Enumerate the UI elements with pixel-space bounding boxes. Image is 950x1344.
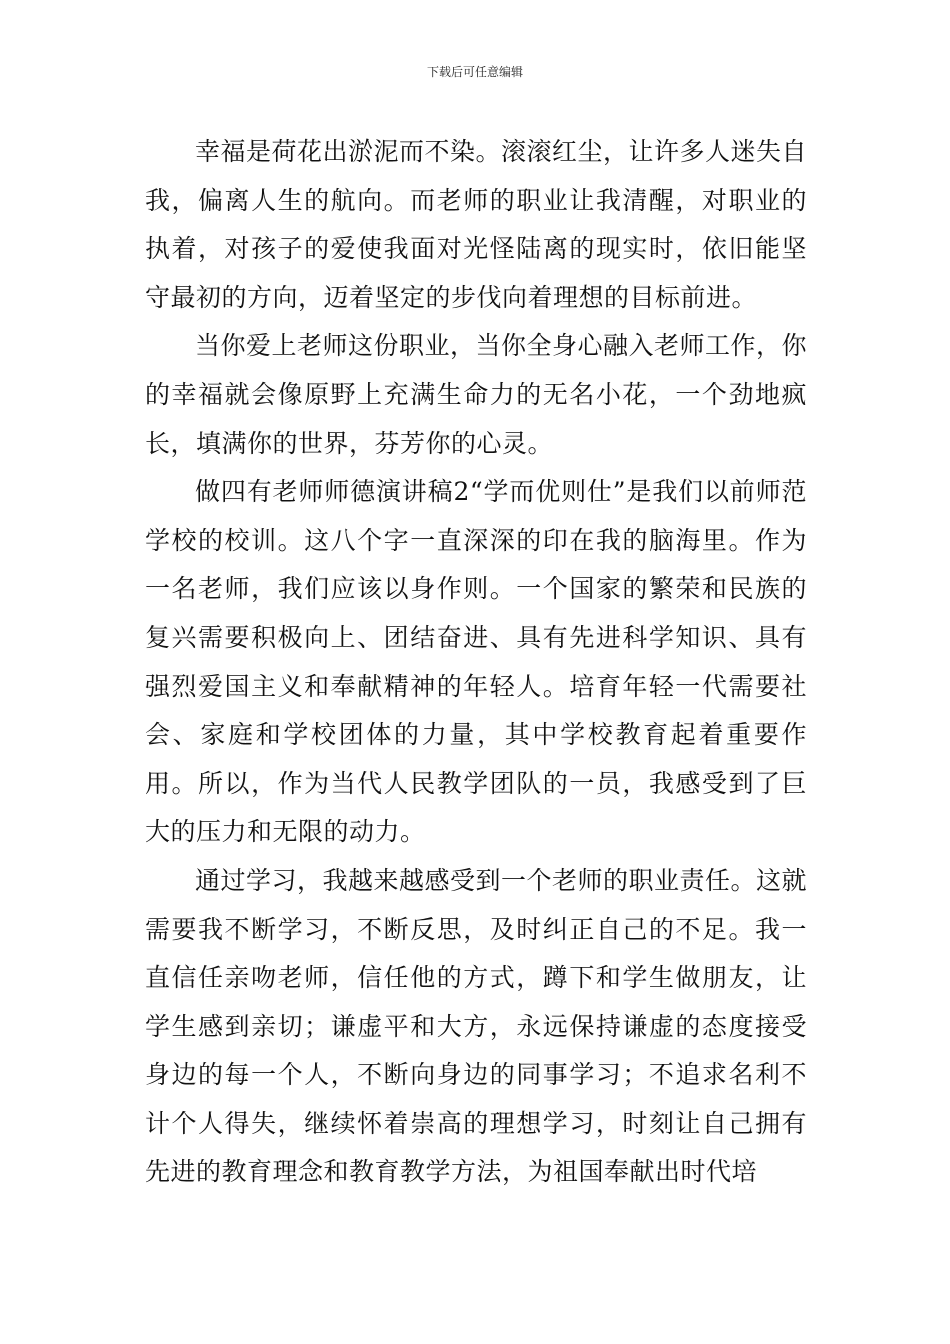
paragraph-2: 当你爱上老师这份职业，当你全身心融入老师工作，你的幸福就会像原野上充满生命力的无名小花，一个劲地疯长，填满你的世界，芬芳你的心灵。: [145, 331, 808, 458]
paragraph-3: 做四有老师师德演讲稿2“学而优则仕”是我们以前师范学校的校训。这八个字一直深深的印在我的脑海里。作为一名老师，我们应该以身作则。一个国家的繁荣和民族的复兴需要积极向上、团结奋进、具有先进科学知识、具有强烈爱国主义和奉献精神的年轻人。培育年轻一代需要社会、家庭和学校团体的力量，其中学校教育起着重要作用。所以，作为当代人民教学团队的一员，我感受到了巨大的压力和无限的动力。: [145, 477, 807, 847]
paragraph-1: 幸福是荷花出淤泥而不染。滚滚红尘，让许多人迷失自我，偏离人生的航向。而老师的职业让我清醒，对职业的执着，对孩子的爱使我面对光怪陆离的现实时，依旧能坚守最初的方向，迈着坚定的步伐向着理想的目标前进。: [145, 137, 808, 312]
page-header: 下载后可任意编辑: [426, 65, 523, 79]
document-body: [145, 128, 807, 1197]
paragraph-4: 通过学习，我越来越感受到一个老师的职业责任。这就需要我不断学习，不断反思，及时纠正自己的不足。我一直信任亲吻老师，信任他的方式，蹲下和学生做朋友，让学生感到亲切；谦虚平和大方，永远保持谦虚的态度接受身边的每一个人，不断向身边的同事学习；不追求名利不计个人得失，继续怀着崇高的理想学习，时刻让自己拥有先进的教育理念和教育教学方法，为祖国奉献出时代培: [145, 865, 808, 1187]
